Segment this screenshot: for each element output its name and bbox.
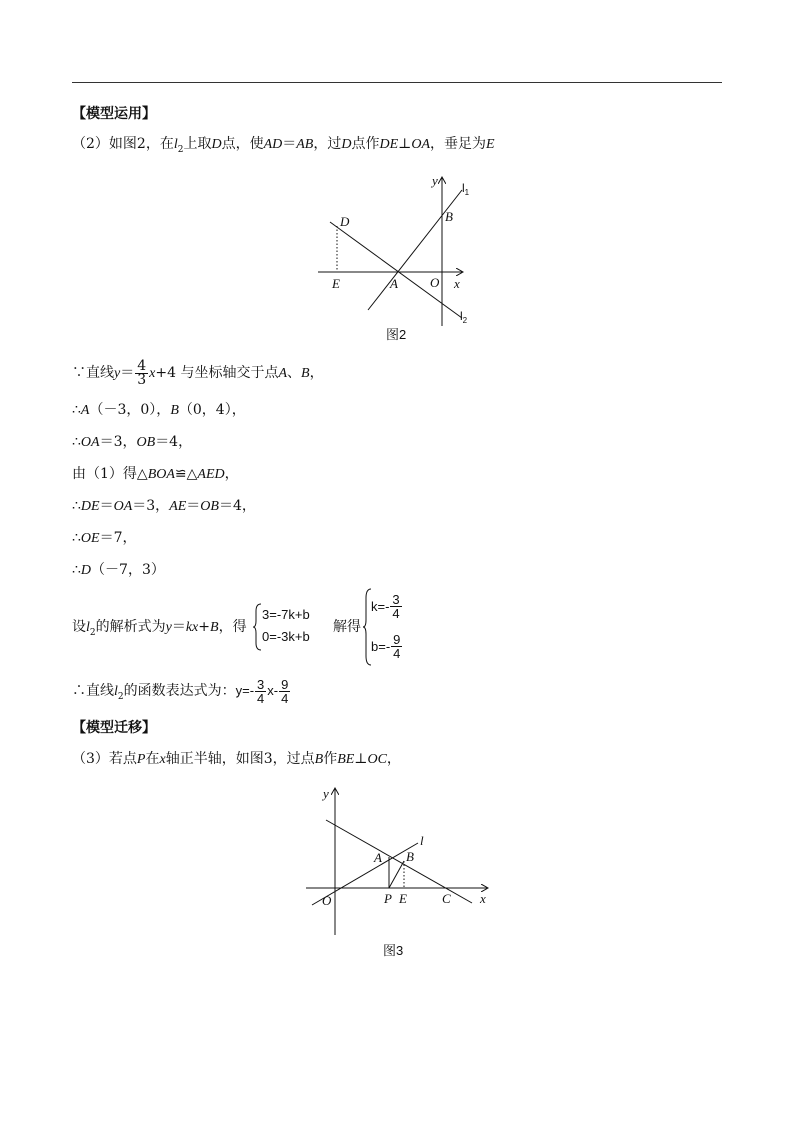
step-line-7 [72,561,165,580]
label-x: x [454,276,460,291]
label-l: l [420,833,424,848]
label-A: A [390,276,398,291]
numerator: 9 [281,676,289,692]
result-y: y=- [235,683,255,698]
text: （2）如图2，在 [72,136,174,152]
segment-PB [389,861,404,888]
label-l1-sub: 1 [464,188,470,197]
text: 的解析式为 [95,619,166,635]
var-x: x [159,752,166,767]
figure-2-diagram [310,170,490,325]
text: ＝7， [99,530,137,546]
solve-intro [72,618,247,642]
text: ≌△ [174,466,198,482]
denominator: 4 [392,606,400,621]
denominator: 4 [281,690,289,706]
text: ＝4， [155,434,193,450]
var-B: B [314,752,324,767]
text: 的函数表达式为： [123,683,236,699]
fraction-9-4 [279,678,290,705]
label-l1-letter: l [462,181,465,195]
label-P: P [384,891,392,906]
text: 、 [287,365,302,381]
var-B: B [170,403,179,418]
var-OA: OA [80,435,100,450]
var-OB: OB [136,435,156,450]
var-OC: OC [367,752,387,767]
numerator: 3 [392,592,400,607]
figure-2-caption: 图2 [386,327,407,342]
var-BE: BE [337,752,355,767]
text: （0，4）， [178,402,246,418]
label-O: O [430,275,440,290]
text: ＝3， [132,498,170,514]
figure-3-diagram [300,785,500,935]
text: ， [386,751,401,767]
var-D: D [341,137,352,152]
label-l2 [460,309,468,325]
label-D: D [340,214,350,229]
label-E: E [399,891,407,906]
numerator: 4 [137,357,147,374]
fraction-4-3 [135,357,148,388]
var-D: D [211,137,222,152]
denominator: 4 [257,690,265,706]
text: ＝ [99,498,114,514]
text: ⊥ [354,751,368,767]
fraction-3-4 [390,593,401,620]
denominator: 3 [137,371,147,388]
left-brace-system [252,603,262,651]
var-OE: OE [80,531,100,546]
text: ＝ [120,365,135,381]
text: 上取 [183,136,212,152]
step-line-5 [72,497,256,516]
text: ∴直线 [72,683,114,699]
var-l2: l [86,620,90,635]
text: ＝ [186,498,201,514]
text: ∴ [72,530,81,546]
var-DE: DE [379,137,399,152]
text: 作 [323,751,338,767]
text: ∴ [72,434,81,450]
text: ＝ [282,136,297,152]
text: ＝3， [99,434,137,450]
var-P: P [136,752,146,767]
var-B: B [301,366,310,381]
label-y: y [323,786,329,801]
var-AD: AD [263,137,283,152]
text: ， [309,365,324,381]
step-line-3 [72,433,192,452]
label-O: O [322,893,332,908]
step-line-4 [72,465,239,484]
label-E: E [332,276,340,291]
jiede-label: 解得 [333,619,361,635]
text: 在 [145,751,160,767]
var-E: E [486,137,495,152]
text: ⊥ [398,136,412,152]
label-y: y [432,173,438,188]
label-l2-letter: l [460,309,463,323]
step-line-1 [72,358,324,389]
header-rule [72,82,722,83]
text: + [198,619,211,635]
label-C: C [442,891,451,906]
text: ∴ [72,498,81,514]
text: +4 与坐标轴交于点 [155,365,279,381]
var-AED: AED [197,467,225,482]
fraction-9-4 [391,633,402,660]
text: ∵直线 [72,365,114,381]
var-D: D [80,563,92,578]
text: ，得 [218,619,247,635]
text: ，过 [313,136,342,152]
sub-2: 2 [89,627,96,638]
label-l2-sub: 2 [462,316,468,325]
figure-3-caption: 图3 [383,943,404,958]
var-AB: AB [296,137,314,152]
text: ，垂足为 [430,136,486,152]
label-l1 [462,181,470,197]
numerator: 3 [257,676,265,692]
line-l1 [368,190,462,310]
part2-statement [72,135,495,159]
solution-k [371,593,403,620]
var-l2: l [114,684,118,699]
text: ＝4， [218,498,256,514]
text: ＝ [171,619,186,635]
sub-2: 2 [117,691,124,702]
equation-2: 0=-3k+b [262,629,310,644]
result-line [72,676,291,712]
b-lhs: b=- [371,639,391,654]
sub-2: 2 [177,144,184,155]
k-lhs: k=- [371,599,390,614]
fraction-3-4 [255,678,266,705]
var-OB: OB [200,499,219,514]
equation-1: 3=-7k+b [262,607,310,622]
text: （3）若点 [72,751,137,767]
text: （－3，0）， [89,402,171,418]
section-heading-model-transfer: 【模型迁移】 [72,719,156,735]
var-y: y [114,366,121,381]
denominator: 4 [393,646,401,661]
var-x: x [149,366,156,381]
label-x: x [480,891,486,906]
text: （－7，3） [91,562,165,578]
step-line-6 [72,529,137,548]
var-B: B [210,620,219,635]
text: 点，使 [221,136,264,152]
text: ∴ [72,562,81,578]
label-B: B [445,209,453,224]
var-DE: DE [80,499,100,514]
label-B: B [406,849,414,864]
var-A: A [80,403,90,418]
text: 设 [72,619,86,635]
var-kx: kx [185,620,199,635]
text: ， [224,466,239,482]
var-AE: AE [169,499,187,514]
var-y: y [165,620,172,635]
text: 轴正半轴，如图3，过点 [165,751,315,767]
text: 点作 [351,136,380,152]
var-A: A [278,366,288,381]
step-line-2 [72,401,246,420]
text: ∴ [72,402,81,418]
numerator: 9 [393,632,401,647]
var-OA: OA [411,137,430,152]
section-heading-model-application: 【模型运用】 [72,105,156,121]
result-x: x- [267,683,279,698]
text: 由（1）得△ [72,466,148,482]
label-A: A [374,850,382,865]
part3-statement [72,750,401,769]
solution-b [371,633,403,660]
var-OA: OA [113,499,133,514]
var-l2: l [173,137,178,152]
var-BOA: BOA [147,467,175,482]
